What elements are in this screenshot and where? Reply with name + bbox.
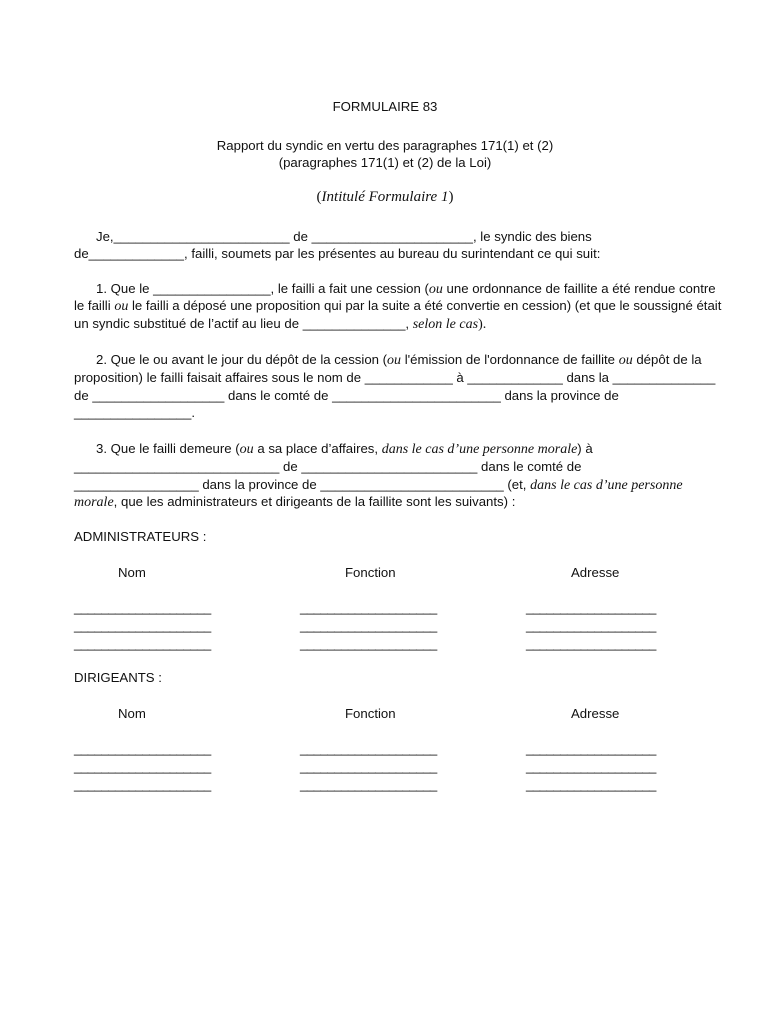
p3-l1-c: ) à: [577, 441, 593, 456]
intro-line2: de_____________, failli, soumets par les présentes au bureau du surintendant ce qui suit:: [74, 246, 601, 261]
intitule-close: ): [448, 189, 454, 205]
p2-line2: proposition) le failli faisait affaires sous le nom de ____________ à _____________ dans la ______________: [74, 370, 716, 385]
form-subtitle-line2: (paragraphes 171(1) et (2) de la Loi): [278, 155, 492, 170]
p3-l3-it: dans le cas d’une personne: [530, 478, 683, 493]
p1-l1-a: 1. Que le ________________, le failli a fait une cession (: [96, 281, 429, 296]
intro-line1: Je,________________________ de ______________________, le syndic des biens: [96, 229, 592, 244]
p1-l2-b: le failli a déposé une proposition qui par la suite a été convertie en cession) (et que le soussigné était: [128, 298, 722, 313]
admin-col-nom: Nom: [118, 565, 146, 580]
dir-col-fonction: Fonction: [345, 706, 396, 721]
dir-col-nom: Nom: [118, 706, 146, 721]
dirigeants-heading: DIRIGEANTS :: [74, 670, 162, 685]
dir-nom-blank-3: ____________________: [74, 777, 211, 792]
dir-fonction-blank-3: ____________________: [300, 777, 437, 792]
intitule-open: (: [316, 189, 322, 205]
admin-adresse-blank-2: ___________________: [526, 618, 656, 633]
admin-adresse-blank-1: ___________________: [526, 600, 656, 615]
p3-l1-b: a sa place d’affaires,: [253, 441, 382, 456]
admin-adresse-blank-3: ___________________: [526, 636, 656, 651]
p2-line1: [96, 351, 702, 369]
p2-l1-it1: ou: [387, 353, 402, 368]
p1-line1: [96, 280, 716, 298]
p3-l4-it: morale: [74, 495, 114, 510]
p1-l3-it: selon le cas: [412, 317, 479, 332]
p2-l1-it2: ou: [618, 353, 633, 368]
admin-fonction-blank-1: ____________________: [300, 600, 437, 615]
dir-adresse-blank-1: ___________________: [526, 741, 656, 756]
p2-line4: ________________.: [74, 405, 196, 420]
dir-nom-blank-2: ____________________: [74, 759, 211, 774]
dir-nom-blank-1: ____________________: [74, 741, 211, 756]
p1-l3-a: un syndic substitué de l’actif au lieu de ______________,: [74, 316, 413, 331]
p1-l2-it: ou: [114, 299, 129, 314]
p2-line3: de __________________ dans le comté de _______________________ dans la province de: [74, 388, 619, 403]
p3-l3-a: _________________ dans la province de _________________________ (et,: [74, 477, 531, 492]
admin-nom-blank-3: ____________________: [74, 636, 211, 651]
dir-adresse-blank-2: ___________________: [526, 759, 656, 774]
admin-nom-blank-2: ____________________: [74, 618, 211, 633]
dir-fonction-blank-2: ____________________: [300, 759, 437, 774]
administrateurs-heading: ADMINISTRATEURS :: [74, 529, 207, 544]
p3-line2: ____________________________ de ________________________ dans le comté de: [74, 459, 582, 474]
dir-col-adresse: Adresse: [571, 706, 620, 721]
admin-nom-blank-1: ____________________: [74, 600, 211, 615]
p1-l2-a: le failli: [74, 298, 115, 313]
p3-l4-a: , que les administrateurs et dirigeants de la faillite sont les suivants) :: [113, 494, 516, 509]
p2-l1-c: dépôt de la: [632, 352, 702, 367]
p2-l1-b: l'émission de l'ordonnance de faillite: [401, 352, 619, 367]
p1-l1-it: ou: [428, 282, 443, 297]
admin-fonction-blank-3: ____________________: [300, 636, 437, 651]
p1-l3-b: ).: [478, 317, 487, 332]
p3-line4: [74, 493, 515, 511]
p1-line2: [74, 297, 721, 315]
admin-col-fonction: Fonction: [345, 565, 396, 580]
intitule-text: Intitulé Formulaire 1: [321, 189, 449, 205]
p1-l1-b: une ordonnance de faillite a été rendue contre: [442, 281, 716, 296]
form-intitule: [0, 189, 770, 206]
p3-line3: [74, 476, 683, 494]
dir-fonction-blank-1: ____________________: [300, 741, 437, 756]
p3-l1-it1: ou: [239, 442, 254, 457]
p1-line3: [74, 315, 486, 333]
p3-l1-it2: dans le cas d’une personne morale: [381, 442, 578, 457]
p2-l1-a: 2. Que le ou avant le jour du dépôt de la cession (: [96, 352, 388, 367]
p3-l1-a: 3. Que le failli demeure (: [96, 441, 240, 456]
form-subtitle-line1: Rapport du syndic en vertu des paragraphes 171(1) et (2): [216, 138, 554, 153]
p3-line1: [96, 440, 593, 458]
admin-col-adresse: Adresse: [571, 565, 620, 580]
admin-fonction-blank-2: ____________________: [300, 618, 437, 633]
form-title: FORMULAIRE 83: [332, 99, 438, 114]
dir-adresse-blank-3: ___________________: [526, 777, 656, 792]
